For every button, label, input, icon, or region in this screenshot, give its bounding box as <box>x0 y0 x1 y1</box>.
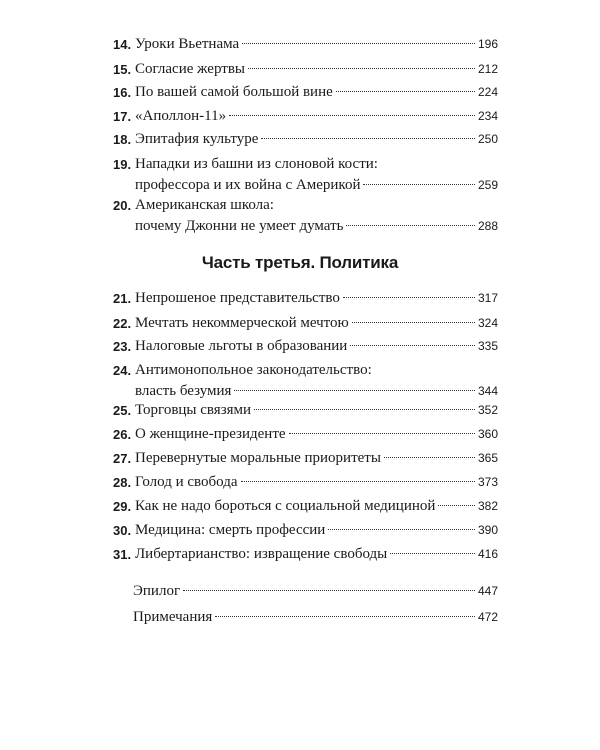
page-number: 344 <box>477 384 498 398</box>
toc-entry-15[interactable] <box>113 59 498 80</box>
page-number: 360 <box>477 427 498 441</box>
chapter-number: 24. <box>113 363 132 378</box>
toc-entry-22[interactable] <box>113 313 498 334</box>
chapter-number: 20. <box>113 198 132 213</box>
dot-leader <box>254 409 475 410</box>
chapter-title: Налоговые льготы в образовании <box>135 338 348 354</box>
page-number: 324 <box>477 316 498 330</box>
dot-leader <box>215 616 475 617</box>
dot-leader <box>234 390 475 391</box>
toc-entry-epilogue[interactable] <box>113 581 498 602</box>
dot-leader <box>352 322 475 323</box>
page-number: 234 <box>477 109 498 123</box>
chapter-number: 25. <box>113 403 132 418</box>
toc-entry-notes[interactable] <box>113 607 498 628</box>
chapter-number: 31. <box>113 547 132 562</box>
dot-leader <box>183 590 475 591</box>
chapter-title: Перевернутые моральные приоритеты <box>135 450 381 466</box>
chapter-title-line-2: власть безумия <box>135 383 232 399</box>
toc-entry-29[interactable] <box>113 496 498 517</box>
chapter-title: «Аполлон-11» <box>135 108 227 124</box>
chapter-title-line-1: Нападки из башни из слоновой кости: <box>135 156 378 172</box>
dot-leader <box>336 91 475 92</box>
chapter-number: 19. <box>113 157 132 172</box>
dot-leader <box>261 138 475 139</box>
page-number: 212 <box>477 62 498 76</box>
page-number: 416 <box>477 547 498 561</box>
chapter-title-line-1: Американская школа: <box>135 197 274 213</box>
chapter-number: 15. <box>113 62 132 77</box>
dot-leader <box>343 297 475 298</box>
chapter-number: 29. <box>113 499 132 514</box>
dot-leader <box>328 529 475 530</box>
page-number: 250 <box>477 132 498 146</box>
dot-leader <box>346 225 474 226</box>
page-number: 390 <box>477 523 498 537</box>
page-number: 352 <box>477 403 498 417</box>
chapter-title: О женщине-президенте <box>135 426 286 442</box>
page-number: 373 <box>477 475 498 489</box>
page-number: 382 <box>477 499 498 513</box>
chapter-title: Голод и свобода <box>135 474 238 490</box>
toc-entry-21[interactable] <box>113 288 498 309</box>
toc-entry-24[interactable] <box>113 360 498 402</box>
page-number: 259 <box>477 178 498 192</box>
dot-leader <box>241 481 475 482</box>
chapter-number: 27. <box>113 451 132 466</box>
chapter-title: Медицина: смерть профессии <box>135 522 326 538</box>
notes-title: Примечания <box>133 609 213 625</box>
toc-entry-23[interactable] <box>113 336 498 357</box>
chapter-number: 18. <box>113 132 132 147</box>
toc-entry-25[interactable] <box>113 400 498 421</box>
chapter-number: 17. <box>113 109 132 124</box>
toc-entry-20[interactable] <box>113 195 498 237</box>
chapter-title: Торговцы связями <box>135 402 252 418</box>
page-number: 335 <box>477 339 498 353</box>
page-number: 288 <box>477 219 498 233</box>
chapter-number: 22. <box>113 316 132 331</box>
chapter-number: 14. <box>113 37 132 52</box>
dot-leader <box>438 505 475 506</box>
chapter-title: Как не надо бороться с социальной медициной <box>135 498 436 514</box>
toc-entry-31[interactable] <box>113 544 498 565</box>
chapter-title-line-1: Антимонопольное законодательство: <box>135 362 372 378</box>
dot-leader <box>363 184 475 185</box>
chapter-title: Непрошеное представительство <box>135 290 340 306</box>
toc-entry-14[interactable] <box>113 34 498 55</box>
toc-entry-27[interactable] <box>113 448 498 469</box>
chapter-title: Эпитафия культуре <box>135 131 259 147</box>
chapter-title: Мечтать некоммерческой мечтою <box>135 315 349 331</box>
section-heading-part-three: Часть третья. Политика <box>201 253 399 272</box>
page-number: 472 <box>477 610 498 624</box>
page-number: 317 <box>477 291 498 305</box>
dot-leader <box>289 433 475 434</box>
dot-leader <box>350 345 475 346</box>
toc-entry-19[interactable] <box>113 154 498 196</box>
toc-entry-30[interactable] <box>113 520 498 541</box>
page-number: 447 <box>477 584 498 598</box>
chapter-number: 23. <box>113 339 132 354</box>
dot-leader <box>242 43 475 44</box>
chapter-number: 16. <box>113 85 132 100</box>
toc-entry-17[interactable] <box>113 106 498 127</box>
toc-entry-26[interactable] <box>113 424 498 445</box>
dot-leader <box>229 115 475 116</box>
chapter-title: Уроки Вьетнама <box>135 36 240 52</box>
page-number: 196 <box>477 37 498 51</box>
epilogue-title: Эпилог <box>133 583 181 599</box>
chapter-number: 28. <box>113 475 132 490</box>
toc-entry-16[interactable] <box>113 82 498 103</box>
chapter-number: 26. <box>113 427 132 442</box>
chapter-title-line-2: почему Джонни не умеет думать <box>135 218 344 234</box>
dot-leader <box>384 457 475 458</box>
page-number: 224 <box>477 85 498 99</box>
page-number: 365 <box>477 451 498 465</box>
toc-entry-18[interactable] <box>113 129 498 150</box>
toc-entry-28[interactable] <box>113 472 498 493</box>
chapter-title: Либертарианство: извращение свободы <box>135 546 388 562</box>
chapter-title-line-2: профессора и их война с Америкой <box>135 177 361 193</box>
chapter-number: 21. <box>113 291 132 306</box>
chapter-number: 30. <box>113 523 132 538</box>
dot-leader <box>248 68 475 69</box>
chapter-title: Согласие жертвы <box>135 61 245 77</box>
chapter-title: По вашей самой большой вине <box>135 84 333 100</box>
dot-leader <box>390 553 475 554</box>
